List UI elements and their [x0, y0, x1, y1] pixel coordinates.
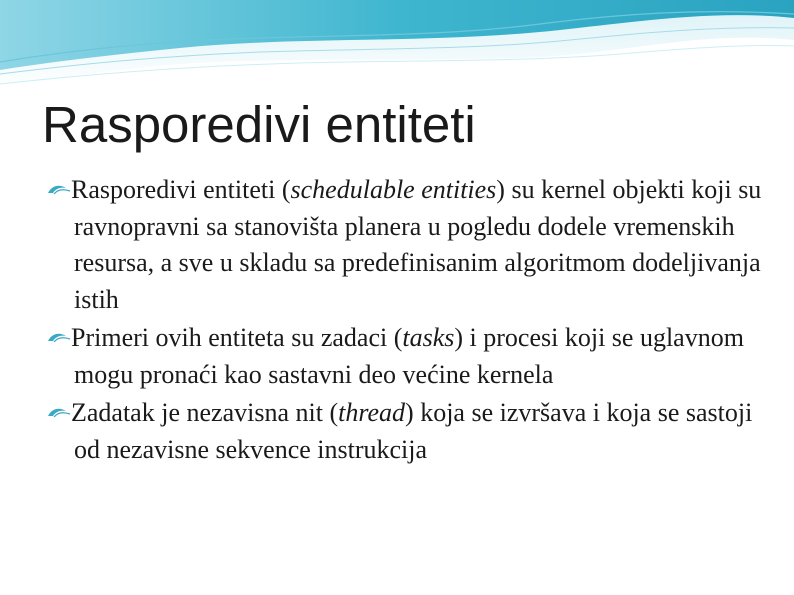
bullet-text-italic: thread [338, 398, 406, 427]
bullet-text-before: Primeri ovih entiteta su zadaci ( [71, 323, 403, 352]
bullet-text-italic: schedulable entities [290, 175, 497, 204]
bullet-item [44, 395, 766, 468]
bullet-text-after: ) su kernel objekti koji su ravnopravni sa stanovišta planera u pogledu dodele vremenskih resursa, a sve u skladu sa predefinisanim algoritmom dodeljivanja istih [74, 175, 762, 314]
leaf-swirl-bullet-icon [46, 331, 76, 345]
bullet-item [44, 172, 766, 318]
bullet-text-after: ) i procesi koji se uglavnom mogu pronaći kao sastavni deo većine kernela [74, 323, 744, 389]
bullet-text-before: Zadatak je nezavisna nit ( [71, 398, 339, 427]
leaf-swirl-bullet-icon [46, 183, 76, 197]
bullet-text-italic: tasks [402, 323, 455, 352]
leaf-swirl-bullet-icon [46, 406, 76, 420]
bullet-text-after: ) koja se izvršava i koja se sastoji od nezavisne sekvence instrukcija [74, 398, 753, 464]
bullet-text-before: Rasporedivi entiteti ( [71, 175, 291, 204]
bullet-item [44, 320, 766, 393]
bullet-list [44, 172, 766, 470]
slide-title: Rasporedivi entiteti [42, 96, 476, 153]
